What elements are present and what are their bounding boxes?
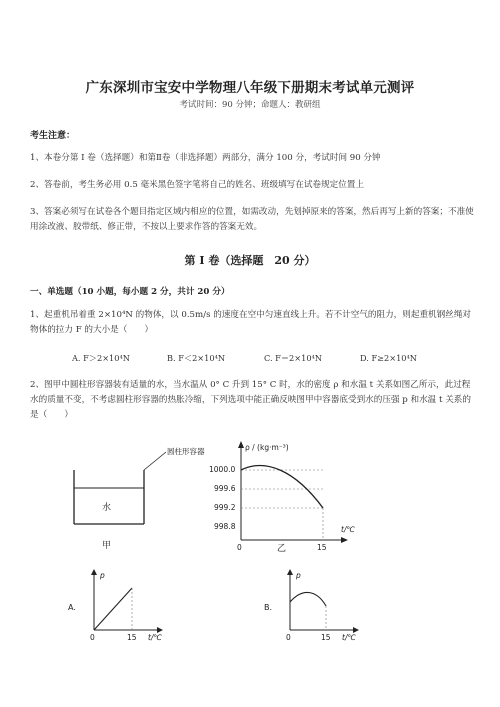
notice-3: 3、答案必须写在试卷各个题目指定区域内相应的位置，如需改动，先划掉原来的答案，然后再写上新的答案；不准使用涂改液、胶带纸、修正带，不按以上要求作答的答案无效。 — [30, 207, 474, 232]
option-b: B. F＜2×10⁴N — [167, 353, 226, 363]
graph-origin: 0 — [237, 543, 242, 552]
option-b-label: B. — [264, 603, 273, 612]
option-b-t-axis: t/℃ — [342, 633, 356, 642]
rho-tick-998-8: 998.8 — [214, 522, 236, 531]
notice-1: 1、本卷分第 I 卷（选择题）和第Ⅱ卷（非选择题）两部分，满分 100 分，考试时间 90 分钟 — [30, 153, 381, 163]
t-axis-label: t/℃ — [341, 525, 355, 534]
option-c: C. F＝2×10⁴N — [264, 353, 322, 363]
section-title: 第 I 卷（选择题 20 分） — [184, 254, 316, 267]
question-1: 1、起重机吊着重 2×10⁴N 的物体，以 0.5m/s 的速度在空中匀速直线上升。若不计空气的阻力，则起重机钢丝绳对物体的拉力 F 的大小是（ ） — [30, 310, 472, 335]
exam-info: 考试时间：90 分钟；命题人：教研组 — [179, 100, 321, 110]
question-group-heading: 一、单选题（10 小题，每小题 2 分，共计 20 分） — [30, 287, 230, 297]
option-a-t-axis: t/℃ — [148, 633, 162, 642]
container-label: 圆柱形容器 — [167, 447, 205, 456]
option-b-origin: 0 — [286, 633, 291, 642]
option-d: D. F≥2×10⁴N — [360, 353, 417, 363]
page-title: 广东深圳市宝安中学物理八年级下册期末考试单元测评 — [85, 80, 415, 96]
question-2: 2、图甲中圆柱形容器装有适量的水，当水温从 0° C 升到 15° C 时，水的密度 ρ 和水温 t 关系如图乙所示，此过程水的质量不变，不考虑圆柱形容器的热胀冷缩，下列选项中能正确反映图甲中容器底受到水的压强 p 和水温 t 关系的是（ ） — [30, 380, 471, 420]
figure-yi-label: 乙 — [277, 544, 287, 552]
t-tick-15: 15 — [317, 543, 327, 552]
notice-2: 2、答卷前，考生务必用 0.5 毫米黑色签字笔将自己的姓名、班级填写在试卷规定位置上 — [30, 180, 364, 190]
option-a: A. F＞2×10⁴N — [72, 353, 130, 363]
option-a-origin: 0 — [90, 633, 95, 642]
figure-jia-label: 甲 — [102, 541, 112, 551]
figure-density-graph — [205, 440, 365, 552]
rho-axis-label: ρ / (kg·m⁻³) — [245, 443, 289, 452]
rho-tick-999-2: 999.2 — [214, 503, 236, 512]
option-a-t15: 15 — [127, 633, 137, 642]
option-b-t15: 15 — [321, 633, 331, 642]
option-a-p-axis: p — [100, 571, 105, 580]
water-label: 水 — [102, 503, 112, 513]
option-b-graph — [262, 568, 372, 642]
option-b-p-axis: p — [296, 571, 301, 580]
rho-tick-1000: 1000.0 — [209, 465, 236, 474]
figure-container — [60, 444, 210, 554]
notice-heading: 考生注意： — [30, 131, 76, 141]
option-a-label: A. — [68, 603, 76, 612]
option-a-graph — [66, 568, 176, 642]
rho-tick-999-6: 999.6 — [214, 484, 236, 493]
